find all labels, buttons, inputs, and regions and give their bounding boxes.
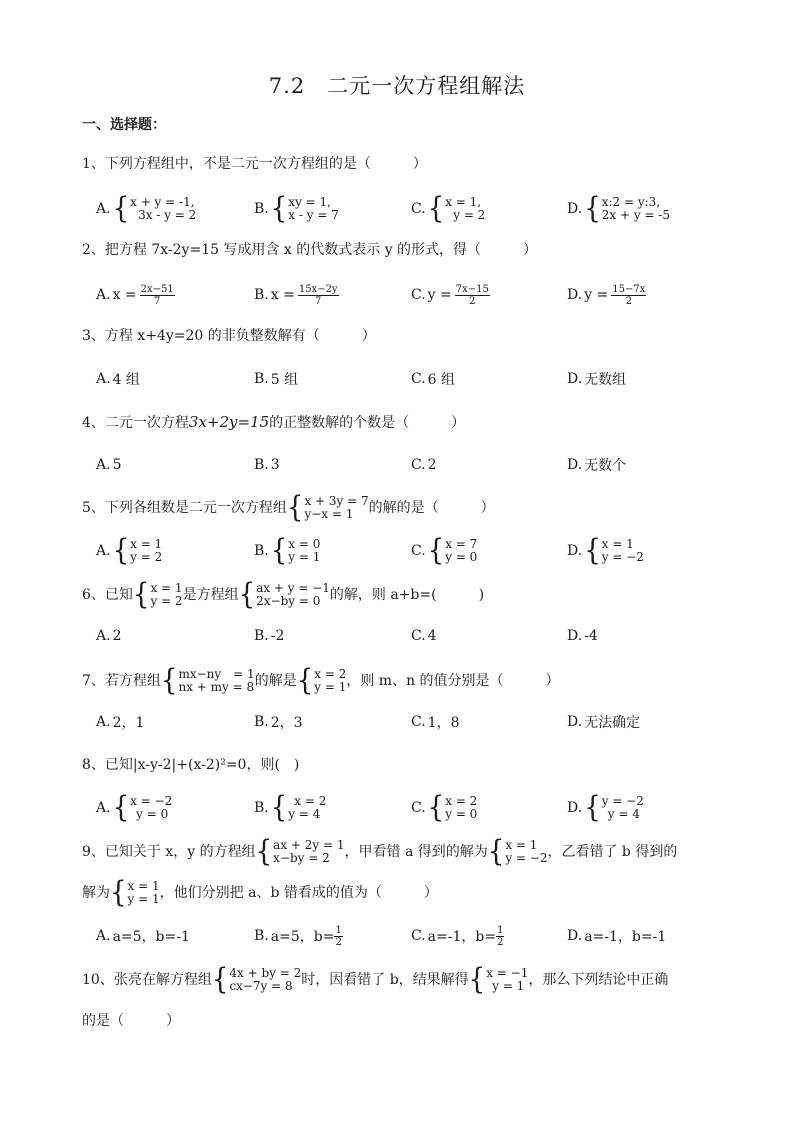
option-b[interactable]: B. { x = 2 y = 4: [254, 791, 327, 825]
option-b[interactable]: B. x = $\frac{15x-2y}{7}$: [254, 283, 338, 307]
option-a[interactable]: A. 2: [96, 628, 122, 644]
fraction: $\frac{2x-51}{7}$: [140, 283, 174, 307]
fraction: $\frac{7x-15}{2}$: [455, 283, 489, 307]
option-c[interactable]: C. 2: [411, 457, 437, 473]
option-b[interactable]: B. 2，3: [254, 714, 303, 731]
question-4-stem: 4、二元一次方程3x+2y=15的正整数解的个数是（ ）: [82, 413, 466, 431]
equation-system: { x + y = -1, 3x - y = 2: [112, 192, 197, 226]
question-10-stem-line2: 的是（ ）: [82, 1013, 180, 1029]
equation-system: { x + 3y = 7 y−x = 1: [286, 491, 369, 525]
option-c[interactable]: C. 4: [411, 628, 437, 644]
option-d[interactable]: D. { y = −2 y = 4: [567, 791, 644, 825]
question-8-stem: 8、已知|x-y-2|+(x-2)²=0，则( ): [82, 757, 300, 773]
option-letter: B.: [254, 201, 269, 217]
question-9-options: [96, 922, 736, 950]
option-b[interactable]: B. 5 组: [254, 371, 299, 388]
question-3-stem: 3、方程 x+4y=20 的非负整数解有（ ）: [82, 328, 376, 344]
option-d[interactable]: D. 无数个: [567, 457, 627, 474]
question-5-options: [96, 534, 736, 568]
question-2-options: [96, 281, 736, 309]
option-b[interactable]: B. 3: [254, 457, 280, 473]
question-10-stem: 10、张亮在解方程组 { 4x + by = 2 cx−7y = 8 时，因看错了 b，结果解得 { x = −1 y = 1 ，那么下列结论中正确: [82, 963, 669, 997]
question-2-stem: 2、把方程 7x-2y=15 写成用含 x 的代数式表示 y 的形式，得（ ）: [82, 242, 538, 258]
question-7-options: [96, 708, 736, 736]
option-a[interactable]: A. 4 组: [96, 371, 140, 388]
option-a[interactable]: A. 2，1: [96, 714, 145, 731]
question-6-options: [96, 622, 736, 650]
option-a[interactable]: A. a=5，b=-1: [96, 928, 190, 945]
option-b[interactable]: B. a=5，b= $\frac{1}{2}$: [254, 924, 342, 948]
option-a[interactable]: A. x = $\frac{2x-51}{7}$: [96, 283, 174, 307]
option-letter: D.: [567, 201, 583, 217]
question-1-options: [96, 192, 736, 226]
question-8-options: [96, 791, 736, 825]
option-c[interactable]: C. y = $\frac{7x-15}{2}$: [411, 283, 489, 307]
option-b[interactable]: [254, 192, 339, 226]
question-6-stem: 6、已知 { x = 1 y = 2 是方程组 { ax + y = −1 2x−by = 0 的解，则 a+b=( ): [82, 578, 485, 612]
option-a[interactable]: A. { x = 1 y = 2: [96, 534, 163, 568]
equation-system: { x:2 = y:3, 2x + y = -5: [584, 192, 670, 226]
option-c[interactable]: C. { x = 7 y = 0: [411, 534, 478, 568]
option-c[interactable]: C. 1，8: [411, 714, 460, 731]
inline-equation: 3x+2y=15: [188, 413, 270, 431]
option-a[interactable]: A. 5: [96, 457, 122, 473]
option-letter: A.: [96, 201, 111, 217]
option-c[interactable]: C. a=-1，b= $\frac{1}{2}$: [411, 924, 504, 948]
question-7-stem: 7、若方程组 { mx−ny = 1 nx + my = 8 的解是 { x = 2 y = 1 ，则 m、n 的值分别是（ ）: [82, 664, 560, 698]
option-d[interactable]: D. 无法确定: [567, 714, 641, 731]
option-c[interactable]: C. { x = 2 y = 0: [411, 791, 478, 825]
option-d[interactable]: D. a=-1，b=-1: [567, 928, 667, 945]
section-heading: 一、选择题：: [82, 117, 166, 133]
option-b[interactable]: B. { x = 0 y = 1: [254, 534, 321, 568]
question-9-stem-line2: 解为 { x = 1 y = 1 ，他们分别把 a、b 错看成的值为（ ）: [82, 876, 438, 910]
option-b[interactable]: B. -2: [254, 628, 285, 644]
option-d[interactable]: [567, 192, 670, 226]
fraction: $\frac{15-7x}{2}$: [612, 283, 646, 307]
question-5-stem: 5、下列各组数是二元一次方程组 { x + 3y = 7 y−x = 1 的解的是（ ）: [82, 491, 495, 525]
question-9-stem: 9、已知关于 x，y 的方程组 { ax + 2y = 1 x−by = 2 ，甲看错 a 得到的解为 { x = 1 y = −2 ，乙看错了 b 得到的: [82, 835, 678, 869]
equation-system: { x = 1, y = 2: [427, 192, 486, 226]
option-d[interactable]: D. y = $\frac{15-7x}{2}$: [567, 283, 646, 307]
option-a[interactable]: A. { x = −2 y = 0: [96, 791, 173, 825]
option-d[interactable]: D. 无数组: [567, 371, 627, 388]
page-title: 7.2 二元一次方程组解法: [268, 74, 526, 98]
question-1-stem: 1、下列方程组中，不是二元一次方程组的是（ ）: [82, 156, 427, 172]
option-d[interactable]: D. { x = 1 y = −2: [567, 534, 644, 568]
option-a[interactable]: [96, 192, 197, 226]
equation-system: { xy = 1, x - y = 7: [270, 192, 339, 226]
option-d[interactable]: D. -4: [567, 628, 598, 644]
option-letter: C.: [411, 201, 426, 217]
option-c[interactable]: C. 6 组: [411, 371, 456, 388]
question-4-options: [96, 451, 736, 479]
question-3-options: [96, 365, 736, 393]
option-c[interactable]: [411, 192, 486, 226]
fraction: $\frac{15x-2y}{7}$: [298, 283, 338, 307]
